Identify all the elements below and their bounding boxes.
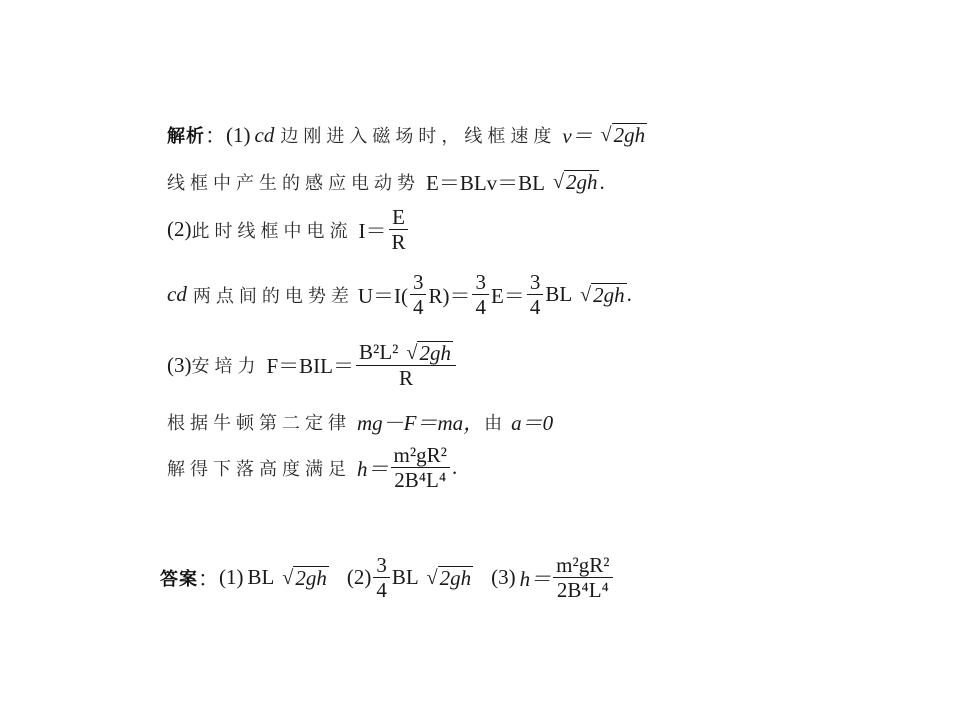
fraction-3-4: $\frac{3}{4}$ [472, 270, 489, 319]
emf-text: 线框中产生的感应电动势 [167, 173, 420, 194]
part1-number: (1) [226, 122, 251, 147]
part3-number: (3) [167, 352, 192, 377]
fraction-height: $\frac{\text{m²gR²}}{\text{2B⁴L⁴}}$ [391, 443, 450, 492]
var-cd: cd [167, 282, 187, 307]
emf-expr: E＝BLv＝BL [426, 171, 545, 195]
var-cd: cd [254, 122, 275, 147]
current-line [167, 205, 411, 254]
analysis-colon: ： [205, 124, 226, 148]
answer1-expr: BL [247, 565, 275, 590]
voltage-tail: BL [545, 282, 573, 307]
voltage-lhs: U＝I( [357, 283, 408, 308]
fraction-force: B²L² √ 2gh R [356, 340, 456, 390]
voltage-mid2: E＝ [490, 283, 525, 308]
height-text: 解得下落高度满足 [167, 458, 351, 480]
sqrt-expr: √ 2gh [553, 169, 598, 194]
emf-line [167, 167, 605, 197]
answer3-lhs: h＝ [519, 566, 552, 591]
sqrt-expr: √ 2gh [282, 565, 327, 590]
voltage-text: 两点间的电势差 [192, 285, 354, 307]
force-lhs: F＝BIL＝ [266, 354, 355, 379]
answer3-number: (3) [491, 565, 516, 590]
answer-colon: ： [198, 566, 219, 591]
sqrt-expr: √ 2gh [600, 122, 646, 147]
fraction-height: $\frac{\text{m²gR²}}{\text{2B⁴L⁴}}$ [553, 553, 612, 602]
ampere-text: 安培力 [191, 356, 261, 378]
fraction-3-4: $\frac{3}{4}$ [410, 270, 427, 319]
period: . [599, 169, 605, 194]
fraction-3-4: $\frac{3}{4}$ [373, 553, 390, 602]
answer-label: 答案 [160, 568, 198, 590]
current-text: 此时线框中电流 [191, 220, 353, 242]
part2-number: (2) [167, 217, 192, 242]
sqrt-expr: √ 2gh [580, 282, 625, 307]
ampere-force-line [167, 340, 458, 390]
newton-text2: 由 [484, 413, 508, 434]
fraction-3-4: $\frac{3}{4}$ [527, 270, 544, 319]
newton-line [167, 407, 553, 437]
analysis-label: 解析 [167, 126, 205, 147]
newton-expr: mg－F＝ma， [357, 411, 485, 435]
voltage-line [167, 270, 632, 319]
newton-text: 根据牛顿第二定律 [167, 413, 351, 434]
voltage-mid1: R)＝ [428, 283, 471, 308]
velocity-expr: v＝ [562, 124, 593, 148]
part1-text: 边刚进入磁场时，线框速度 [280, 126, 557, 147]
current-lhs: I＝ [358, 218, 387, 243]
answer2-number: (2) [346, 565, 372, 590]
answer2-expr: BL [391, 565, 419, 590]
fraction-e-over-r: $\frac{E}{R}$ [389, 205, 409, 254]
analysis-part1-line [167, 120, 647, 150]
sqrt-expr: √ 2gh [426, 565, 472, 590]
condition: a＝0 [511, 411, 554, 435]
answer-line [160, 553, 615, 602]
height-line [167, 443, 457, 492]
answer1-number: (1) [219, 565, 244, 590]
height-lhs: h＝ [357, 456, 389, 481]
period: . [451, 455, 458, 480]
period: . [626, 282, 632, 307]
